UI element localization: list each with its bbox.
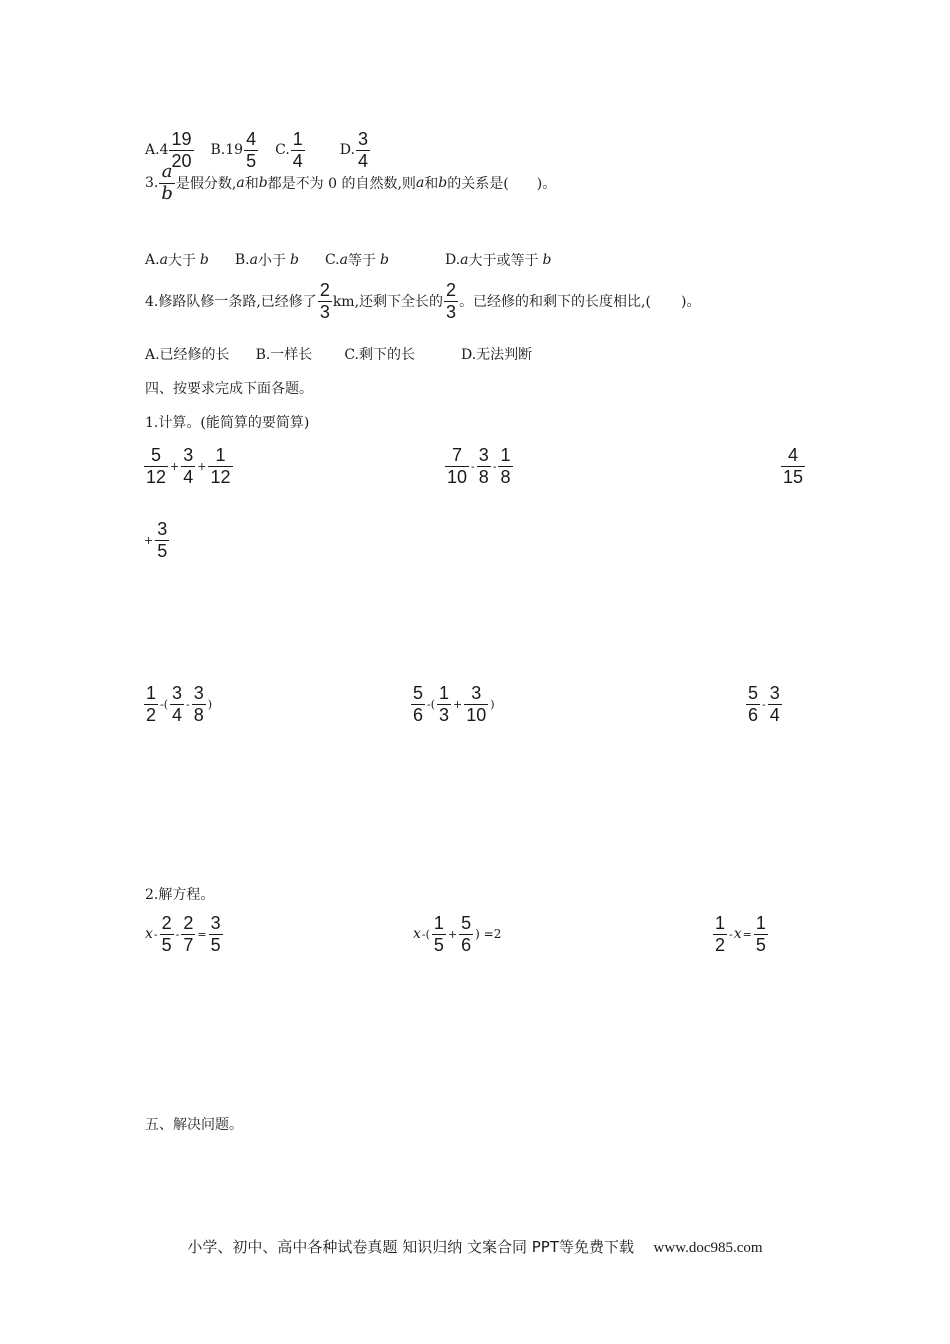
q4-fraction-1: 2 3 xyxy=(319,280,330,322)
option-a-fraction: 19 20 xyxy=(171,129,192,171)
option-a-label: A. xyxy=(145,142,160,159)
option-text: 大于 xyxy=(167,253,196,269)
option-text: 大于或等于 xyxy=(468,253,539,269)
option-var: b xyxy=(290,252,299,268)
q4-fraction-2: 2 3 xyxy=(446,280,457,322)
section-5-title: 五、解决问题。 xyxy=(145,1117,243,1133)
subsection-equation-title: 2.解方程。 xyxy=(145,887,215,903)
option-d-fraction: 3 4 xyxy=(357,129,368,171)
subsection-calc-title: 1.计算。(能简算的要简算) xyxy=(145,415,310,431)
option-b: B.一样长 xyxy=(255,347,313,363)
option-var: a xyxy=(159,252,168,268)
option-a-whole: 4 xyxy=(159,142,169,159)
option-d-label: D. xyxy=(339,142,355,159)
question-number: 3. xyxy=(145,175,159,192)
option-label: D. xyxy=(444,252,461,268)
footer-site-link[interactable]: www.doc985.com xyxy=(653,1240,763,1256)
option-var: a xyxy=(339,252,348,268)
page-footer xyxy=(0,1236,950,1257)
option-c-fraction: 1 4 xyxy=(292,129,303,171)
option-label: A. xyxy=(145,252,160,268)
option-label: B. xyxy=(234,252,250,268)
option-var: a xyxy=(249,252,258,268)
option-b-label: B. xyxy=(210,142,226,159)
q3-text: 和 xyxy=(244,176,259,193)
calc-expression-4: 1 2 -( 3 4 - 3 8 ) xyxy=(146,683,213,725)
question-3-options xyxy=(145,250,551,270)
option-text: 小于 xyxy=(258,253,286,269)
q3-text: 和 xyxy=(424,176,439,193)
equation-3: 1 2 - x = $\frac{1}{5}$ xyxy=(715,913,766,955)
question-4-options xyxy=(145,344,532,364)
calc-expression-1: 5 12 + $\frac{3}{4}$ + $\frac{1}{12}$ xyxy=(146,445,231,487)
option-label: C. xyxy=(324,252,340,268)
calc-expression-6: 5 6 - 3 4 xyxy=(748,683,780,725)
option-d: D.无法判断 xyxy=(460,347,533,363)
q3-var: b xyxy=(438,175,448,192)
question-3-fraction: a b xyxy=(161,161,173,204)
question-4 xyxy=(145,281,700,322)
q3-text: )。 xyxy=(536,176,557,193)
option-a: A.已经修的长 xyxy=(145,347,230,363)
calc-expression-5: 5 6 -( 1 3 + $\frac{3}{10}$ ) xyxy=(413,683,495,725)
q4-text: 。已经修的和剩下的长度相比,( xyxy=(459,294,651,311)
q3-var: a xyxy=(236,175,245,192)
option-var: b xyxy=(199,252,209,268)
option-var: a xyxy=(460,252,469,268)
q3-text: 是假分数, xyxy=(175,176,237,193)
section-4-title: 四、按要求完成下面各题。 xyxy=(145,381,313,397)
option-text: 等于 xyxy=(348,253,376,269)
q3-text: 都是不为 0 的自然数,则 xyxy=(267,176,416,193)
footer-text: 小学、初中、高中各种试卷真题 知识归纳 文案合同 PPT等免费下载 xyxy=(187,1238,634,1256)
q4-text: km,还剩下全长的 xyxy=(332,294,444,311)
calc-expression-2: 7 10 - 3 8 - 1 8 xyxy=(447,445,511,487)
q3-var: b xyxy=(258,175,268,192)
calc-expression-3-part-2: + $\frac{3}{5}$ xyxy=(144,519,168,561)
option-var: b xyxy=(380,252,389,268)
question-3 xyxy=(145,163,556,204)
option-c: C.剩下的长 xyxy=(344,347,415,363)
q3-var: a xyxy=(415,175,425,192)
equation-1: x - 2 5 - $\frac{2}{7}$ = $\frac{3}{5}$ xyxy=(145,913,221,955)
calc-expression-3-part-1: 4 15 xyxy=(783,445,804,487)
equation-2: x -( 1 5 + $\frac{5}{6}$ ) =2 xyxy=(413,913,502,955)
q4-text: 4.修路队修一条路,已经修了 xyxy=(145,294,317,311)
option-c-label: C. xyxy=(275,142,290,159)
option-var: b xyxy=(542,252,552,268)
option-b-whole: 19 xyxy=(225,142,244,159)
q3-text: 的关系是( xyxy=(447,176,509,193)
option-b-fraction: 4 5 xyxy=(246,129,257,171)
q4-text: )。 xyxy=(680,294,701,311)
